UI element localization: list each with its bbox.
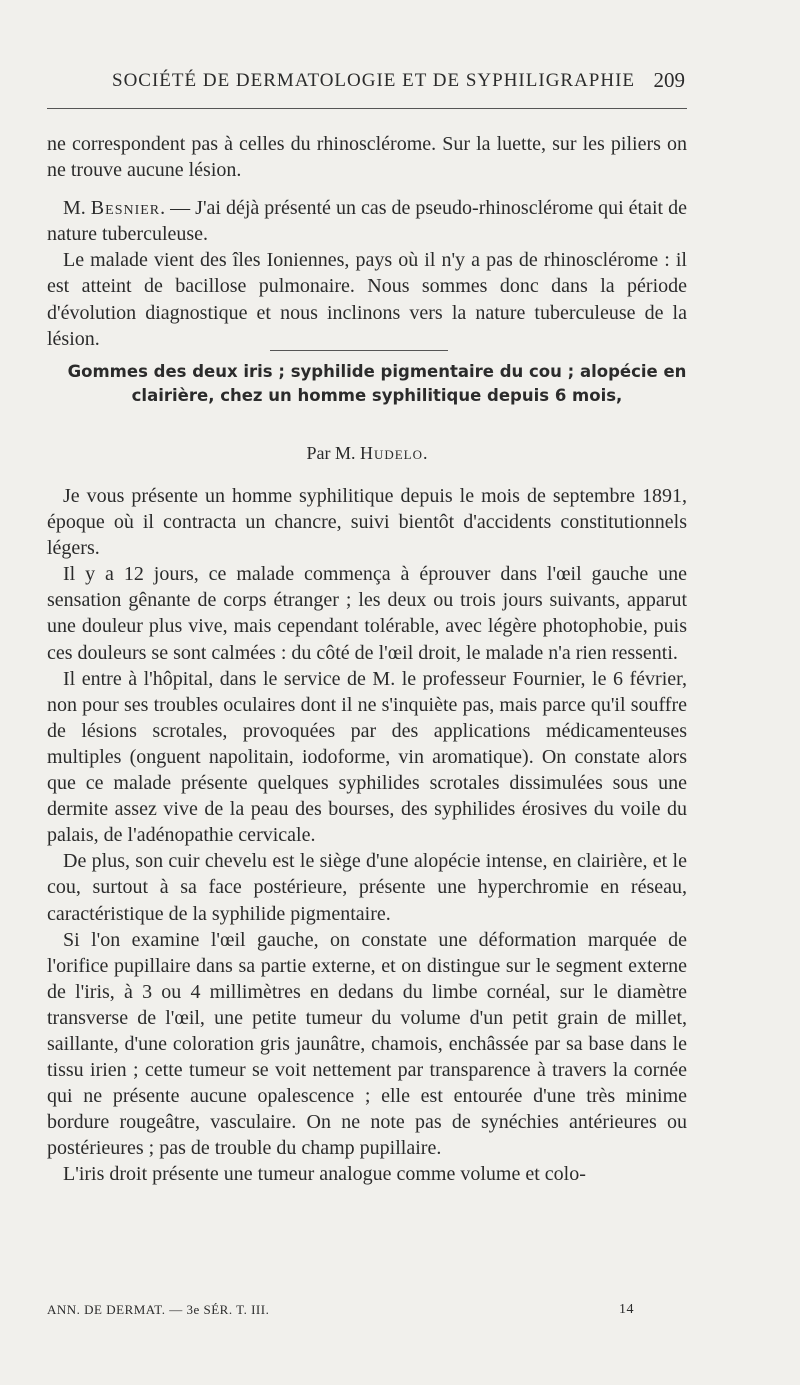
continuation-paragraph: ne correspondent pas à celles du rhinosclérome. Sur la luette, sur les piliers on ne trouve aucune lésion. (47, 133, 687, 182)
article-paragraph-5: Si l'on examine l'œil gauche, on constate une déformation marquée de l'orifice pupillaire dans sa partie externe, et on distingue sur le segment externe de l'iris, à 3 ou 4 millimètres en dedans du limbe cornéal, sur le diamètre transverse de l'œil, une petite tumeur du volume d'un petit grain de millet, saillante, d'une coloration gris jaunâtre, chamois, enchâssée par sa base dans le tissu irien ; cette tumeur se voit nettement par transparence à travers la cornée qui ne présente aucune opalescence ; elle est entourée d'une très minime bordure rougeâtre, vasculaire. On ne note pas de synéchies antérieures ou postérieures ; pas de trouble du champ pupillaire. (47, 928, 687, 1160)
footer-sheet-number: 14 (619, 1302, 634, 1317)
article-title (47, 360, 707, 408)
running-header-title: SOCIÉTÉ DE DERMATOLOGIE ET DE SYPHILIGRAPHIE (112, 70, 636, 91)
running-header (47, 70, 687, 96)
article-body (47, 483, 687, 1188)
article-paragraph-6: L'iris droit présente une tumeur analogue comme volume et colo- (63, 1163, 586, 1186)
article-paragraph-1: Je vous présente un homme syphilitique depuis le mois de septembre 1891, époque où il contracta un chancre, suivi bientôt d'accidents constitutionnels légers. (47, 485, 687, 560)
speaker-prefix: M. (63, 197, 91, 220)
article-paragraph-3: Il entre à l'hôpital, dans le service de M. le professeur Fournier, le 6 février, non pour ses troubles oculaires dont il ne s'inquiète pas, mais parce qu'il souffre de lésions scrotales, provoquées par des applications médicamenteuses multiples (onguent napolitain, iodoforme, vin aromatique). On constate alors que ce malade présente quelques syphilides scrotales dissimulées sous une dermite assez vive de la peau des bourses, des syphilides érosives du voile du palais, de l'adénopathie cervicale. (47, 667, 687, 847)
article-title-line-1: Gommes des deux iris ; syphilide pigmentaire du cou ; alopécie en (67, 362, 687, 381)
section-divider (270, 350, 448, 351)
speaker-name: Besnier (90, 197, 161, 220)
besnier-remark (47, 195, 687, 247)
author-name: Hudelo (359, 443, 424, 463)
byline-suffix: . (423, 443, 428, 463)
article-paragraph-2: Il y a 12 jours, ce malade commença à éprouver dans l'œil gauche une sensation gênante de corps étranger ; les deux ou trois jours suivants, apparut une douleur plus vive, mais cependant tolérable, avec légère photophobie, puis ces douleurs se sont calmées : du côté de l'œil droit, le malade n'a rien ressenti. (47, 563, 687, 664)
article-title-line-2: clairière, chez un homme syphilitique depuis 6 mois, (131, 386, 623, 405)
byline-prefix: Par M. (306, 443, 360, 463)
continuation-text (47, 131, 687, 352)
continuation-paragraph: Le malade vient des îles Ioniennes, pays où il n'y a pas de rhinosclérome : il est atteint de bacillose pulmonaire. Nous sommes donc dans la période d'évolution diagnostique et nous inclinons vers la nature tuberculeuse de la lésion. (47, 249, 687, 350)
page-number: 209 (653, 68, 685, 92)
byline (47, 443, 687, 464)
footer-signature: ANN. DE DERMAT. — 3e SÉR. T. III. (47, 1302, 270, 1317)
remark-text: . — J'ai déjà présenté un cas de pseudo-rhinosclérome qui était de nature tuberculeuse. (47, 197, 687, 246)
article-paragraph-4: De plus, son cuir chevelu est le siège d'une alopécie intense, en clairière, et le cou, surtout à sa face postérieure, présente une hyperchromie en réseau, caractéristique de la syphilide pigmentaire. (47, 850, 687, 925)
header-rule (47, 108, 687, 109)
